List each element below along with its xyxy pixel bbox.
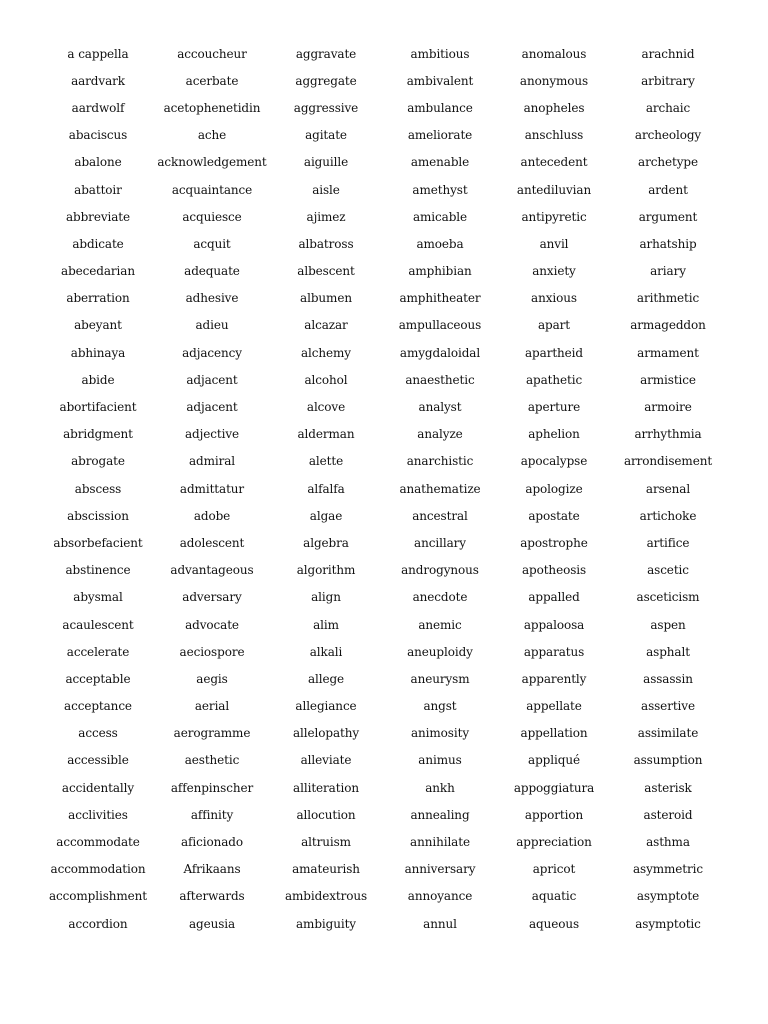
- word-entry: anvil: [539, 236, 569, 251]
- word-entry: apparatus: [523, 644, 585, 659]
- word-entry: asceticism: [636, 590, 700, 605]
- word-entry: ariary: [650, 264, 686, 279]
- word-entry: appellate: [526, 699, 582, 714]
- word-entry: access: [78, 726, 118, 741]
- word-entry: adjective: [184, 427, 240, 442]
- word-entry: aerogramme: [173, 726, 251, 741]
- word-entry: abstinence: [65, 563, 131, 578]
- word-entry: alchemy: [300, 345, 351, 360]
- word-entry: artifice: [646, 535, 690, 550]
- word-entry: acquiesce: [182, 209, 242, 224]
- word-entry: abaciscus: [68, 128, 128, 143]
- word-entry: accordion: [68, 916, 128, 931]
- word-entry: accommodate: [56, 835, 140, 850]
- word-entry: alkali: [309, 644, 343, 659]
- word-entry: abbreviate: [65, 209, 131, 224]
- word-entry: apotheosis: [521, 563, 587, 578]
- word-entry: ampullaceous: [398, 318, 482, 333]
- word-entry: assertive: [641, 699, 695, 714]
- word-entry: aerial: [194, 699, 230, 714]
- word-entry: apportion: [524, 807, 584, 822]
- word-entry: admittatur: [179, 481, 245, 496]
- word-entry: appoggiatura: [513, 780, 595, 795]
- word-entry: adieu: [195, 318, 229, 333]
- word-entry: analyze: [417, 427, 463, 442]
- word-entry: archetype: [638, 155, 698, 170]
- word-entry: aesthetic: [184, 753, 240, 768]
- word-entry: abortifacient: [59, 400, 137, 415]
- word-entry: altruism: [301, 835, 351, 850]
- word-entry: abeyant: [74, 318, 122, 333]
- word-entry: armament: [637, 345, 699, 360]
- word-entry: arhatship: [639, 236, 697, 251]
- word-entry: accoucheur: [177, 46, 247, 61]
- word-entry: apart: [537, 318, 571, 333]
- word-entry: aquatic: [531, 889, 577, 904]
- word-entry: antipyretic: [521, 209, 587, 224]
- word-entry: ageusia: [188, 916, 236, 931]
- word-entry: animus: [418, 753, 462, 768]
- word-entry: asymptote: [636, 889, 700, 904]
- word-entry: abide: [81, 372, 115, 387]
- word-entry: abrogate: [71, 454, 125, 469]
- word-entry: annealing: [410, 807, 470, 822]
- word-entry: alleviate: [300, 753, 352, 768]
- word-entry: ancillary: [414, 535, 466, 550]
- word-entry: apparently: [521, 671, 587, 686]
- word-entry: allege: [307, 671, 345, 686]
- word-entry: aisle: [312, 182, 340, 197]
- word-entry: acceptable: [65, 671, 131, 686]
- word-entry: adequate: [184, 264, 240, 279]
- word-entry: agitate: [305, 128, 347, 143]
- word-entry: abdicate: [72, 236, 124, 251]
- word-entry: Afrikaans: [183, 862, 241, 877]
- word-entry: aggressive: [293, 100, 359, 115]
- word-entry: anopheles: [523, 100, 585, 115]
- word-entry: arrondisement: [623, 454, 713, 469]
- word-entry: aberration: [66, 291, 130, 306]
- word-entry: asteroid: [643, 807, 693, 822]
- word-entry: aardwolf: [71, 100, 125, 115]
- word-entry: abhinaya: [70, 345, 126, 360]
- word-entry: aggravate: [295, 46, 357, 61]
- word-entry: assassin: [643, 671, 693, 686]
- word-entry: amphibian: [408, 264, 472, 279]
- word-entry: ambitious: [410, 46, 470, 61]
- word-entry: aegis: [196, 671, 228, 686]
- word-entry: anniversary: [404, 862, 476, 877]
- word-entry: aphelion: [528, 427, 580, 442]
- word-entry: anarchistic: [406, 454, 474, 469]
- word-entry: adjacency: [182, 345, 242, 360]
- word-entry: anomalous: [521, 46, 587, 61]
- word-entry: acquit: [193, 236, 231, 251]
- word-entry: alderman: [297, 427, 355, 442]
- word-entry: amoeba: [416, 236, 464, 251]
- word-entry: ardent: [648, 182, 688, 197]
- word-entry: accomplishment: [48, 889, 148, 904]
- word-entry: affinity: [190, 807, 234, 822]
- word-entry: asthma: [646, 835, 690, 850]
- word-entry: adobe: [193, 508, 231, 523]
- word-entry: alcohol: [304, 372, 348, 387]
- word-entry: arsenal: [645, 481, 691, 496]
- word-entry: algorithm: [296, 563, 356, 578]
- word-entry: ambulance: [407, 100, 473, 115]
- word-entry: acclivities: [68, 807, 128, 822]
- word-entry: a cappella: [67, 46, 129, 61]
- word-entry: assumption: [633, 753, 703, 768]
- word-entry: accessible: [67, 753, 129, 768]
- word-entry: absorbefacient: [53, 535, 143, 550]
- word-entry: apartheid: [525, 345, 583, 360]
- word-entry: archaic: [645, 100, 691, 115]
- word-entry: annihilate: [410, 835, 470, 850]
- word-entry: appliqué: [528, 753, 580, 768]
- word-entry: appaloosa: [523, 617, 585, 632]
- word-entry: arbitrary: [641, 73, 695, 88]
- word-entry: appreciation: [516, 835, 592, 850]
- word-entry: algae: [309, 508, 343, 523]
- word-entry: aiguille: [303, 155, 349, 170]
- word-entry: abridgment: [63, 427, 133, 442]
- word-entry: ajimez: [306, 209, 346, 224]
- word-entry: albatross: [298, 236, 354, 251]
- word-entry: adjacent: [186, 372, 238, 387]
- word-entry: afterwards: [179, 889, 245, 904]
- word-entry: ascetic: [647, 563, 689, 578]
- word-entry: aspen: [650, 617, 686, 632]
- word-entry: albescent: [297, 264, 355, 279]
- word-entry: ameliorate: [407, 128, 473, 143]
- word-entry: adhesive: [185, 291, 239, 306]
- word-entry: anecdote: [412, 590, 468, 605]
- word-entry: abattoir: [74, 182, 122, 197]
- word-entry: assimilate: [637, 726, 699, 741]
- word-entry: arachnid: [641, 46, 695, 61]
- word-entry: alcove: [306, 400, 346, 415]
- word-entry: asterisk: [644, 780, 692, 795]
- word-entry: alfalfa: [307, 481, 345, 496]
- word-entry: albumen: [300, 291, 352, 306]
- word-entry: anschluss: [524, 128, 584, 143]
- word-entry: alcazar: [304, 318, 348, 333]
- word-entry: ambidextrous: [284, 889, 368, 904]
- word-entry: armageddon: [630, 318, 706, 333]
- word-entry: affenpinscher: [170, 780, 254, 795]
- word-entry: admiral: [188, 454, 236, 469]
- word-entry: anxiety: [532, 264, 576, 279]
- word-entry: ambiguity: [295, 916, 356, 931]
- word-entry: ambivalent: [406, 73, 474, 88]
- word-entry: abscess: [74, 481, 122, 496]
- word-entry: anxious: [531, 291, 577, 306]
- word-entry: appellation: [520, 726, 588, 741]
- word-entry: antecedent: [520, 155, 588, 170]
- word-entry: artichoke: [639, 508, 697, 523]
- word-entry: ankh: [425, 780, 455, 795]
- word-entry: annul: [423, 916, 457, 931]
- word-entry: accidentally: [61, 780, 135, 795]
- word-entry: algebra: [303, 535, 349, 550]
- word-entry: alette: [308, 454, 344, 469]
- word-entry: abalone: [74, 155, 122, 170]
- word-entry: abecedarian: [61, 264, 135, 279]
- word-entry: acceptance: [64, 699, 132, 714]
- word-entry: apocalypse: [520, 454, 588, 469]
- word-entry: amethyst: [412, 182, 468, 197]
- word-entry: aficionado: [180, 835, 243, 850]
- word-grid: [41, 40, 725, 937]
- word-entry: ache: [197, 128, 227, 143]
- word-entry: abysmal: [73, 590, 123, 605]
- word-entry: asymmetric: [632, 862, 704, 877]
- word-entry: animosity: [410, 726, 470, 741]
- word-entry: anaesthetic: [405, 372, 475, 387]
- word-entry: armoire: [644, 400, 692, 415]
- word-entry: androgynous: [401, 563, 479, 578]
- word-entry: allocution: [296, 807, 356, 822]
- word-entry: amygdaloidal: [399, 345, 481, 360]
- word-entry: amicable: [412, 209, 468, 224]
- word-entry: amateurish: [292, 862, 360, 877]
- word-entry: archeology: [634, 128, 702, 143]
- word-entry: aardvark: [71, 73, 125, 88]
- word-entry: appalled: [528, 590, 580, 605]
- word-entry: apostate: [528, 508, 580, 523]
- word-entry: advocate: [185, 617, 239, 632]
- word-entry: argument: [638, 209, 698, 224]
- word-entry: antediluvian: [516, 182, 592, 197]
- word-entry: advantageous: [170, 563, 254, 578]
- word-entry: aeciospore: [179, 644, 245, 659]
- word-entry: alliteration: [293, 780, 359, 795]
- word-entry: angst: [423, 699, 457, 714]
- word-entry: abscission: [67, 508, 129, 523]
- word-entry: accelerate: [66, 644, 130, 659]
- word-entry: anonymous: [519, 73, 589, 88]
- word-entry: acerbate: [185, 73, 239, 88]
- word-entry: annoyance: [407, 889, 473, 904]
- word-entry: ancestral: [412, 508, 468, 523]
- word-entry: amenable: [410, 155, 470, 170]
- word-entry: aqueous: [528, 916, 580, 931]
- word-entry: asphalt: [646, 644, 690, 659]
- word-entry: accommodation: [50, 862, 146, 877]
- word-entry: aggregate: [295, 73, 357, 88]
- word-entry: aneuploidy: [407, 644, 473, 659]
- word-entry: analyst: [418, 400, 462, 415]
- word-entry: allegiance: [295, 699, 357, 714]
- word-entry: apricot: [532, 862, 576, 877]
- word-entry: adversary: [182, 590, 242, 605]
- word-entry: anathematize: [399, 481, 481, 496]
- word-entry: aperture: [527, 400, 581, 415]
- word-entry: apathetic: [525, 372, 583, 387]
- word-entry: adolescent: [179, 535, 245, 550]
- word-entry: adjacent: [186, 400, 238, 415]
- word-entry: apostrophe: [520, 535, 588, 550]
- word-entry: acetophenetidin: [163, 100, 261, 115]
- word-entry: asymptotic: [635, 916, 701, 931]
- word-entry: allelopathy: [292, 726, 360, 741]
- word-entry: apologize: [525, 481, 583, 496]
- word-entry: anemic: [418, 617, 462, 632]
- word-entry: acquaintance: [171, 182, 253, 197]
- word-entry: align: [311, 590, 341, 605]
- word-entry: arithmetic: [636, 291, 700, 306]
- word-entry: alim: [313, 617, 339, 632]
- word-entry: acknowledgement: [157, 155, 267, 170]
- word-entry: aneurysm: [410, 671, 470, 686]
- word-entry: amphitheater: [399, 291, 481, 306]
- word-entry: acaulescent: [62, 617, 134, 632]
- word-entry: arrhythmia: [634, 427, 702, 442]
- word-entry: armistice: [640, 372, 696, 387]
